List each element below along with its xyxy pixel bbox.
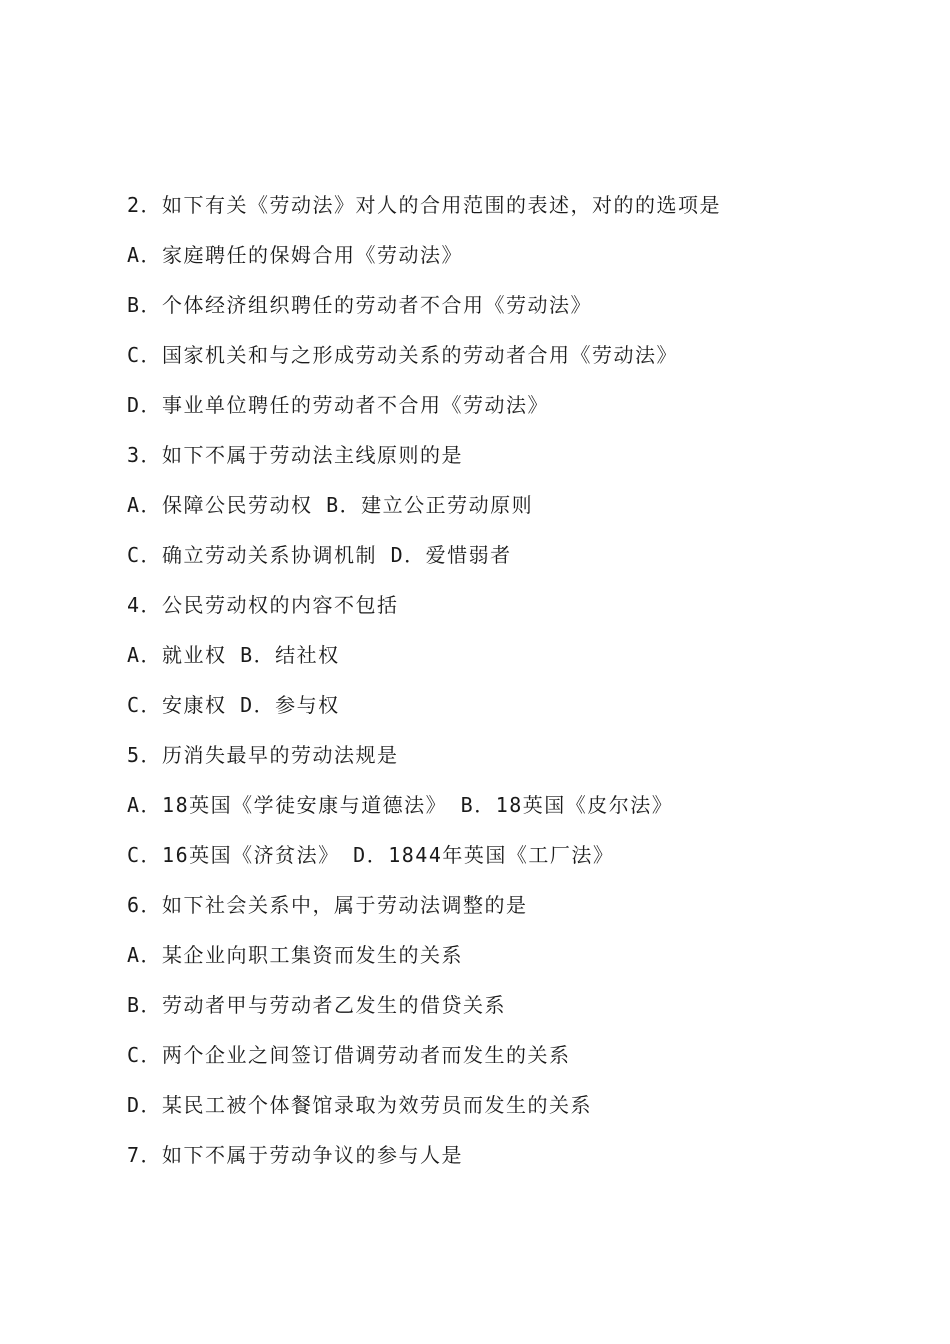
- question-6: 6．如下社会关系中，属于劳动法调整的是: [127, 893, 528, 917]
- option-2b: B．个体经济组织聘任的劳动者不合用《劳动法》: [127, 293, 593, 317]
- option-2c: C．国家机关和与之形成劳动关系的劳动者合用《劳动法》: [127, 343, 679, 367]
- options-5ab: A．18英国《学徒安康与道德法》 B．18英国《皮尔法》: [127, 793, 674, 817]
- option-2d: D．事业单位聘任的劳动者不合用《劳动法》: [127, 393, 550, 417]
- options-3cd: C．确立劳动关系协调机制 D．爱惜弱者: [127, 543, 512, 567]
- option-6c: C．两个企业之间签订借调劳动者而发生的关系: [127, 1043, 571, 1067]
- question-4: 4．公民劳动权的内容不包括: [127, 593, 399, 617]
- question-5: 5．历消失最早的劳动法规是: [127, 743, 399, 767]
- options-3ab: A．保障公民劳动权 B．建立公正劳动原则: [127, 493, 534, 517]
- options-4cd: C．安康权 D．参与权: [127, 693, 340, 717]
- option-6a: A．某企业向职工集资而发生的关系: [127, 943, 464, 967]
- question-3: 3．如下不属于劳动法主线原则的是: [127, 443, 464, 467]
- option-6d: D．某民工被个体餐馆录取为效劳员而发生的关系: [127, 1093, 593, 1117]
- options-5cd: C．16英国《济贫法》 D．1844年英国《工厂法》: [127, 843, 615, 867]
- options-4ab: A．就业权 B．结社权: [127, 643, 340, 667]
- question-2: 2．如下有关《劳动法》对人的合用范围的表述，对的的选项是: [127, 193, 722, 217]
- option-2a: A．家庭聘任的保姆合用《劳动法》: [127, 243, 464, 267]
- question-list: [127, 190, 847, 1190]
- option-6b: B．劳动者甲与劳动者乙发生的借贷关系: [127, 993, 507, 1017]
- question-7: 7．如下不属于劳动争议的参与人是: [127, 1143, 464, 1167]
